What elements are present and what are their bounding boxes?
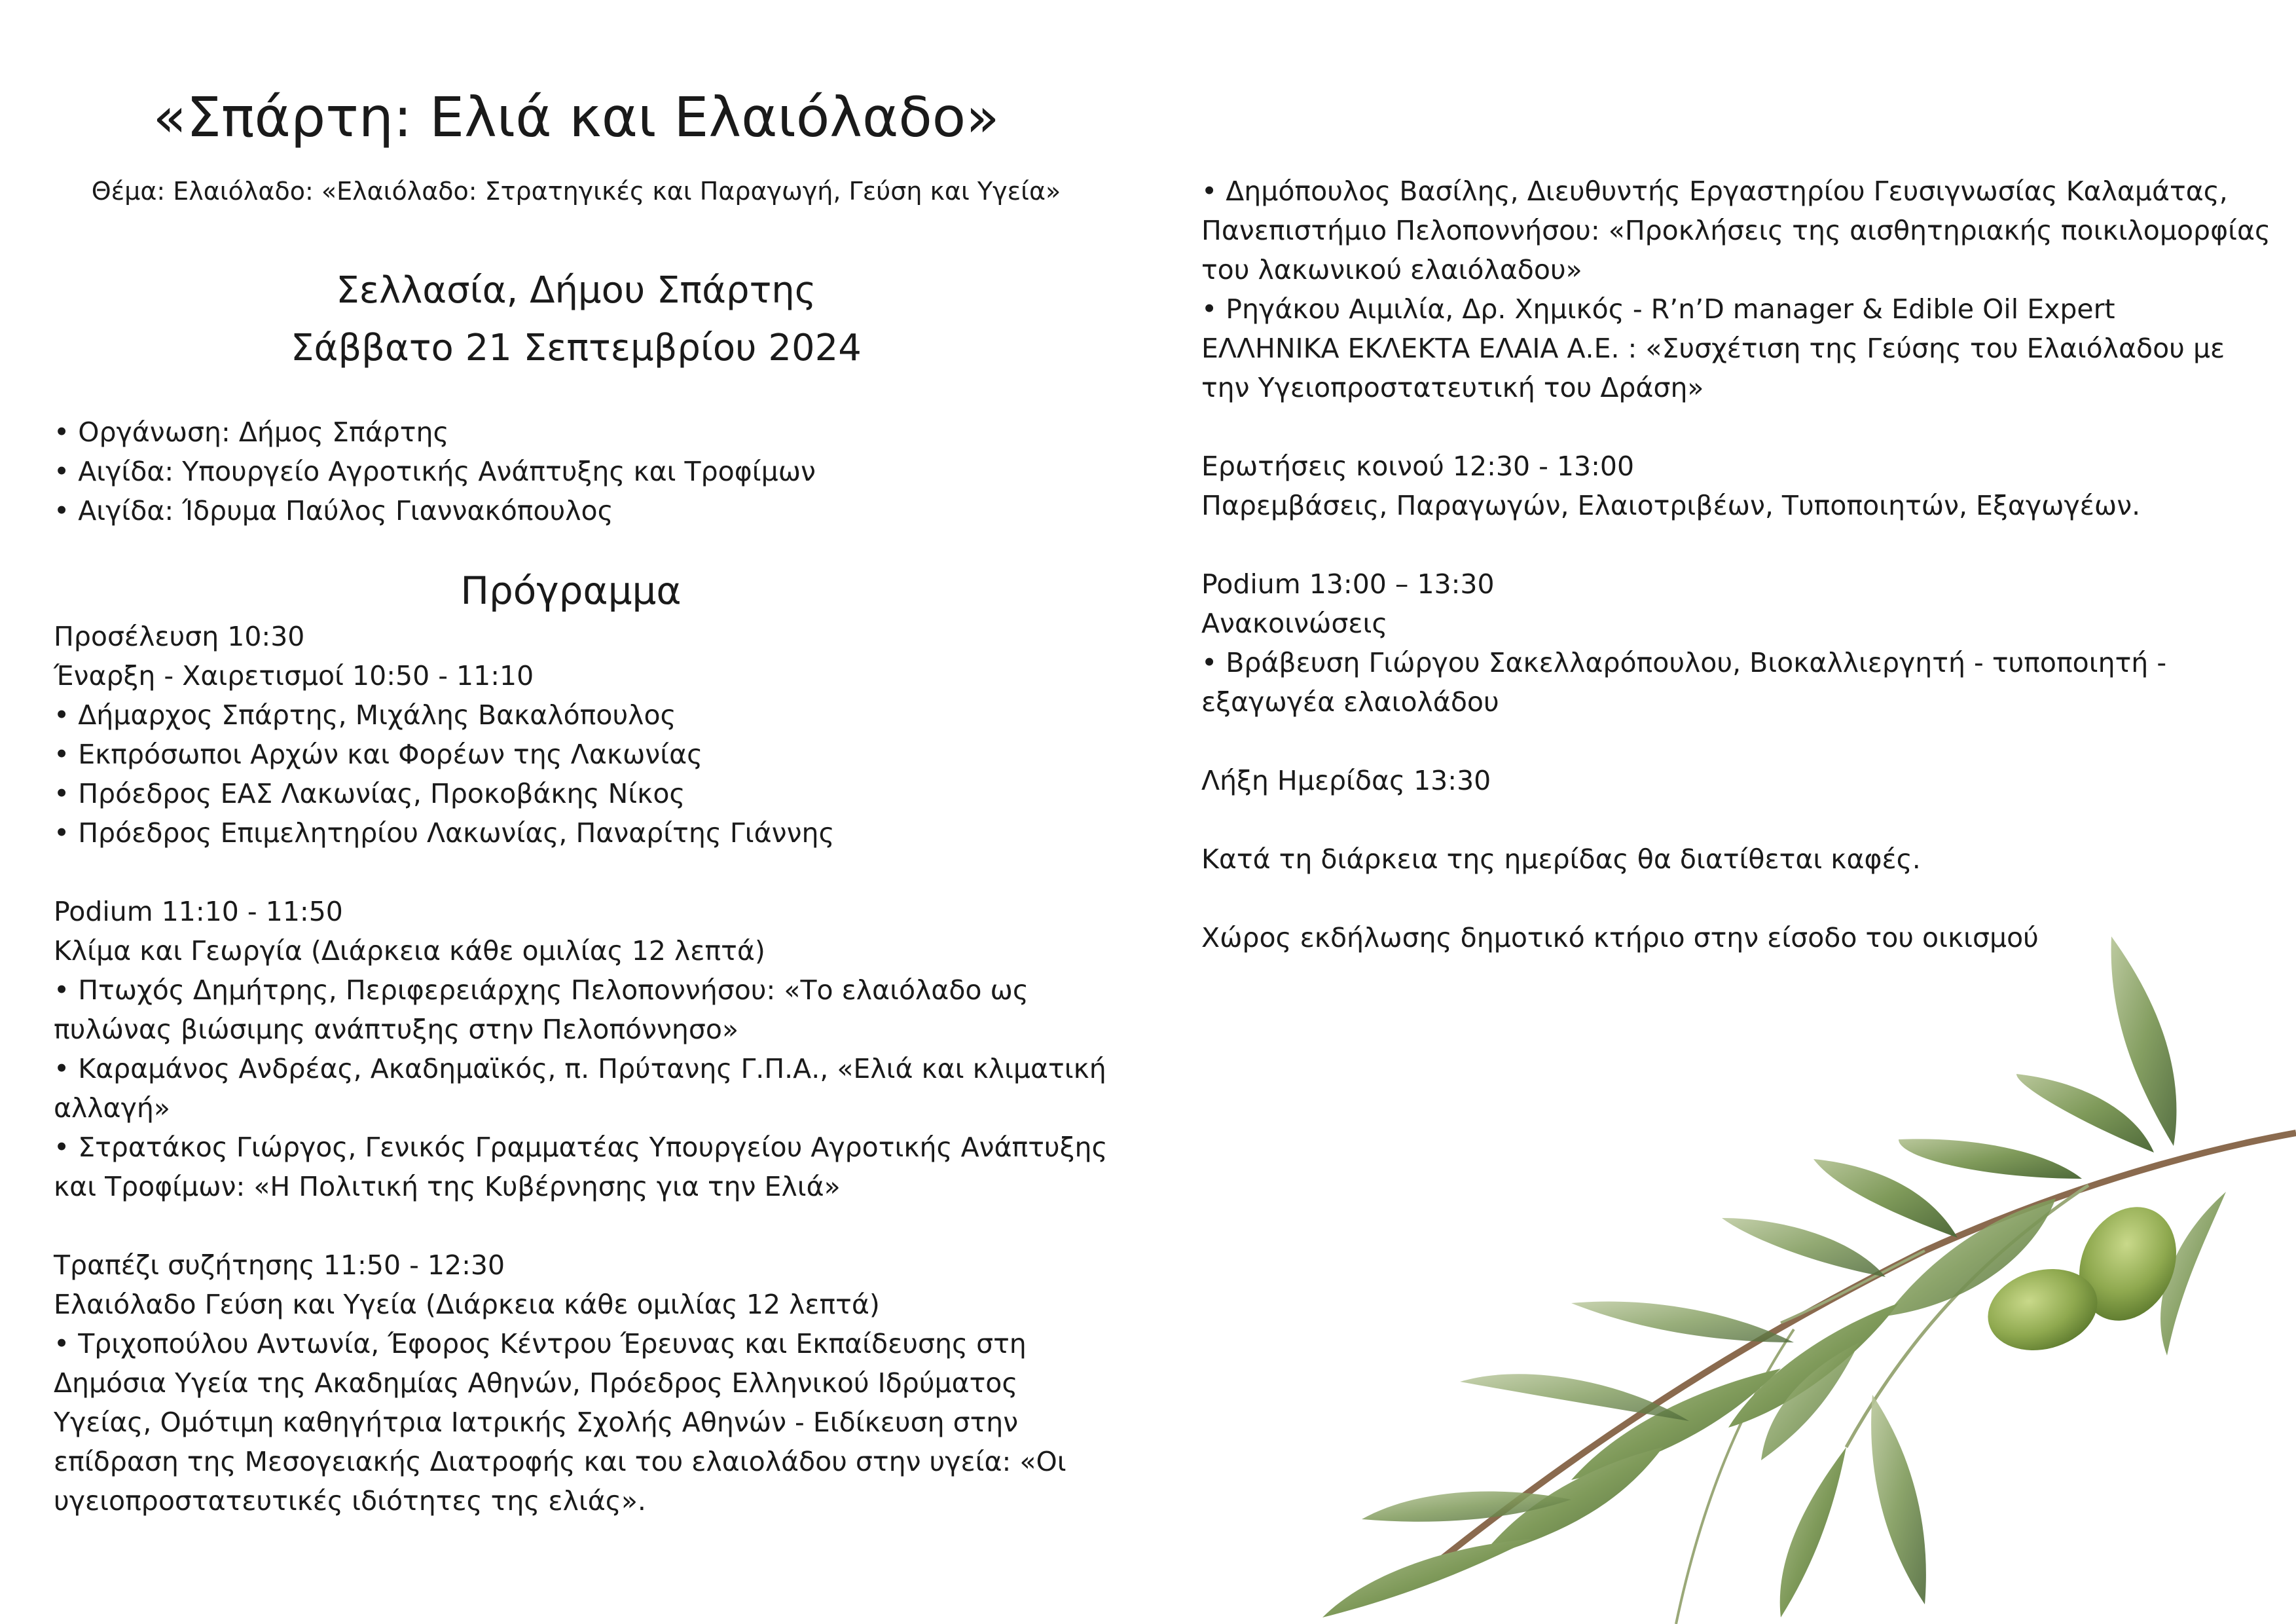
roundtable-line: • Δημόπουλος Βασίλης, Διευθυντής Εργαστηρίου Γευσιγνωσίας Καλαμάτας, (1201, 175, 2228, 207)
olive-branch-icon (1205, 910, 2296, 1624)
roundtable-line: • Τριχοπούλου Αντωνία, Έφορος Κέντρου Έρευνας και Εκπαίδευσης στη (54, 1328, 1027, 1359)
event-place-date (0, 262, 1152, 377)
roundtable-line: Πανεπιστήμιο Πελοποννήσου: «Προκλήσεις της αισθητηριακής ποικιλομορφίας (1201, 215, 2271, 246)
roundtable-line: του λακωνικού ελαιόλαδου» (1201, 254, 1582, 286)
opening-line: • Πρόεδρος Επιμελητηρίου Λακωνίας, Παναρίτης Γιάννης (54, 817, 835, 849)
roundtable-line: την Υγειοπροστατευτική του Δράση» (1201, 372, 1704, 403)
roundtable-line: ΕΛΛΗΝΙΚΑ ΕΚΛΕΚΤΑ ΕΛΑΙΑ Α.Ε. : «Συσχέτιση της Γεύσης του Ελαιόλαδου με (1201, 333, 2225, 364)
podium1-line: πυλώνας βιώσιμης ανάπτυξης στην Πελοπόννησο» (54, 1014, 739, 1045)
roundtable-line: Τραπέζι συζήτησης 11:50 - 12:30 (54, 1249, 505, 1281)
roundtable-line: • Ρηγάκου Αιμιλία, Δρ. Χημικός - R’n’D manager & Edible Oil Expert (1201, 293, 2115, 325)
roundtable-line: Δημόσια Υγεία της Ακαδημίας Αθηνών, Πρόεδρος Ελληνικού Ιδρύματος (54, 1367, 1018, 1399)
opening-line: • Πρόεδρος ΕΑΣ Λακωνίας, Προκοβάκης Νίκος (54, 778, 685, 809)
podium2-line: Podium 13:00 – 13:30 (1201, 568, 1495, 600)
organizer-line: • Αιγίδα: Ίδρυμα Παύλος Γιαννακόπουλος (54, 495, 613, 526)
event-location: Σελλασία, Δήμου Σπάρτης (336, 269, 816, 312)
coffee-line: Κατά τη διάρκεια της ημερίδας θα διατίθεται καφές. (1201, 843, 1921, 875)
questions-line: Παρεμβάσεις, Παραγωγών, Ελαιοτριβέων, Τυποποιητών, Εξαγωγέων. (1201, 490, 2141, 521)
podium1-line: και Τροφίμων: «Η Πολιτική της Κυβέρνησης για την Ελιά» (54, 1171, 841, 1202)
event-subject: Θέμα: Ελαιόλαδο: «Ελαιόλαδο: Στρατηγικές και Παραγωγή, Γεύση και Υγεία» (91, 177, 1061, 206)
roundtable-line: Υγείας, Ομότιμη καθηγήτρια Ιατρικής Σχολής Αθηνών - Ειδίκευση στην (54, 1407, 1019, 1438)
podium1-line: • Στρατάκος Γιώργος, Γενικός Γραμματέας Υπουργείου Αγροτικής Ανάπτυξης (54, 1132, 1108, 1163)
opening-line: Έναρξη - Χαιρετισμοί 10:50 - 11:10 (54, 660, 534, 692)
opening-line: • Εκπρόσωποι Αρχών και Φορέων της Λακωνίας (54, 739, 703, 770)
opening-line: • Δήμαρχος Σπάρτης, Μιχάλης Βακαλόπουλος (54, 699, 676, 731)
organizer-line: • Αιγίδα: Υπουργείο Αγροτικής Ανάπτυξης και Τροφίμων (54, 456, 816, 487)
page-title: «Σπάρτη: Ελιά και Ελαιόλαδο» (153, 85, 1000, 149)
roundtable-line: Ελαιόλαδο Γεύση και Υγεία (Διάρκεια κάθε ομιλίας 12 λεπτά) (54, 1289, 880, 1320)
venue-line: Χώρος εκδήλωσης δημοτικό κτήριο στην είσοδο του οικισμού (1201, 922, 2039, 953)
podium2-line: εξαγωγέα ελαιολάδου (1201, 686, 1499, 718)
podium2-line: Ανακοινώσεις (1201, 608, 1388, 639)
podium1-line: αλλαγή» (54, 1092, 170, 1124)
event-date: Σάββατο 21 Σεπτεμβρίου 2024 (291, 327, 862, 369)
podium1-line: • Πτωχός Δημήτρης, Περιφερειάρχης Πελοποννήσου: «Το ελαιόλαδο ως (54, 974, 1029, 1006)
podium1-line: • Καραμάνος Ανδρέας, Ακαδημαϊκός, π. Πρύτανης Γ.Π.Α., «Ελιά και κλιματική (54, 1053, 1106, 1084)
roundtable-line: υγειοπροστατευτικές ιδιότητες της ελιάς». (54, 1485, 646, 1517)
opening-line: Προσέλευση 10:30 (54, 621, 305, 652)
podium1-line: Podium 11:10 - 11:50 (54, 896, 343, 927)
program-heading: Πρόγραμμα (460, 568, 682, 613)
podium2-line: • Βράβευση Γιώργου Σακελλαρόπουλου, Βιοκαλλιεργητή - τυποποιητή - (1201, 647, 2167, 678)
questions-line: Ερωτήσεις κοινού 12:30 - 13:00 (1201, 451, 1635, 482)
organizer-line: • Οργάνωση: Δήμος Σπάρτης (54, 416, 449, 448)
closing-line: Λήξη Ημερίδας 13:30 (1201, 765, 1491, 796)
podium1-line: Κλίμα και Γεωργία (Διάρκεια κάθε ομιλίας 12 λεπτά) (54, 935, 765, 967)
left-column (54, 413, 1127, 1521)
right-column (1201, 172, 2271, 957)
roundtable-line: επίδραση της Μεσογειακής Διατροφής και του ελαιολάδου στην υγεία: «Οι (54, 1446, 1066, 1477)
